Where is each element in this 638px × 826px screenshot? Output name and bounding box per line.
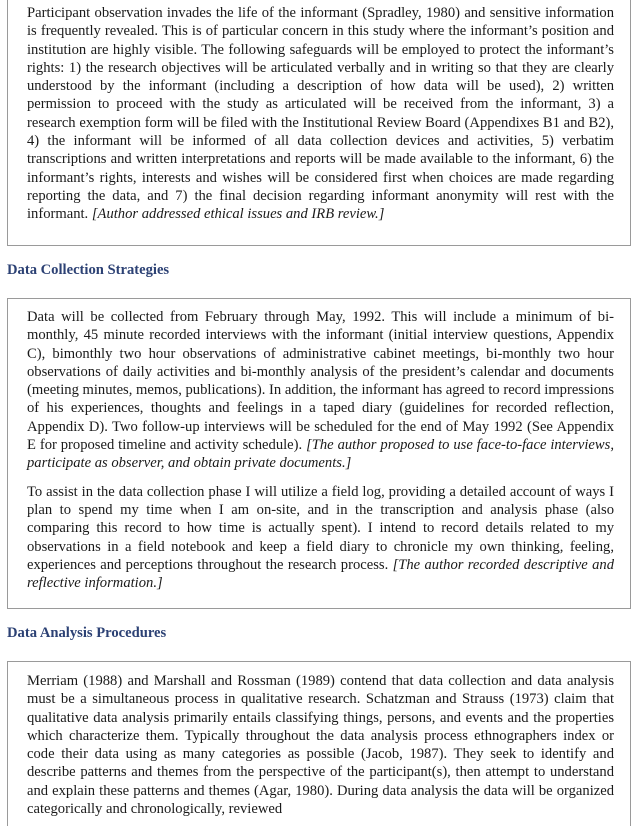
ethics-text-box xyxy=(7,0,631,246)
data-collection-author-note-1: [The author proposed to use face-to-face interviews, participate as observer, and obtain private documents.] xyxy=(27,437,614,472)
data-collection-author-note-2: [The author recorded descriptive and reflective information.] xyxy=(27,556,614,592)
data-analysis-text-box xyxy=(7,661,631,826)
data-analysis-paragraph-1: Merriam (1988) and Marshall and Rossman (1989) contend that data collection and data analysis must be a simultaneous process in qualitative research. Schatzman and Strauss (1973) claim that qualitative data analysis primarily entails classifying things, persons, and events and the properties which characterize them. Typically throughout the data analysis process ethnographers index or code their data using as many categories as possible (Jacob, 1987). They seek to identify and describe patterns and themes from the perspective of the participant(s), then attempt to understand and explain these patterns and themes (Agar, 1980). During data analysis the data will be organized categorically and chronologically, reviewed xyxy=(27,673,614,818)
data-collection-heading: Data Collection Strategies xyxy=(7,262,170,278)
data-collection-text-box xyxy=(7,298,631,609)
ethics-paragraph-body: Participant observation invades the life of the informant (Spradley, 1980) and sensitive information is frequently revealed. This is of particular concern in this study where the informant’s position and institution are highly visible. The following safeguards will be employed to protect the informant’s rights: 1) the research objectives will be articulated verbally and in writing so that they are clearly understood by the informant (including a description of how data will be used), 2) written permission to proceed with the study as articulated will be received from the informant, 3) a research exemption form will be filed with the Institutional Review Board (Appendixes B1 and B2), 4) the informant will be informed of all data collection devices and activities, 5) verbatim transcriptions and written interpretations and reports will be made available to the informant, 6) the informant’s rights, interests and wishes will be considered first when choices are made regarding reporting the data, and 7) the final decision regarding informant anonymity will rest with the informant. xyxy=(27,5,614,223)
data-collection-paragraph-2 xyxy=(8,473,630,593)
ethics-author-note: [Author addressed ethical issues and IRB review.] xyxy=(91,206,385,223)
data-analysis-heading: Data Analysis Procedures xyxy=(7,625,167,641)
data-collection-paragraph-2-body: To assist in the data collection phase I will utilize a field log, providing a detailed account of ways I plan to spend my time when I am on-site, and in the transcription and analysis phase (also comparing this record to how time is actually spent). I intend to record details related to my observations in a field notebook and keep a field diary to chronicle my own thinking, feeling, experiences and perceptions throughout the research process. xyxy=(27,483,614,573)
ethics-paragraph xyxy=(8,0,630,224)
data-collection-paragraph-1 xyxy=(8,299,630,473)
data-collection-paragraph-1-body: Data will be collected from February through May, 1992. This will include a minimum of bi-monthly, 45 minute recorded interviews with the informant (initial interview questions, Appendix C), bimonthly two hour observations of administrative cabinet meetings, bi-monthly two hour observations of daily activities and bi-monthly analysis of the president’s calendar and documents (meeting minutes, memos, publications). In addition, the informant has agreed to record impressions of his experiences, thoughts and feelings in a taped diary (guidelines for recorded reflection, Appendix D). Two follow-up interviews will be scheduled for the end of May 1992 (See Appendix E for proposed timeline and activity schedule). xyxy=(27,309,614,454)
